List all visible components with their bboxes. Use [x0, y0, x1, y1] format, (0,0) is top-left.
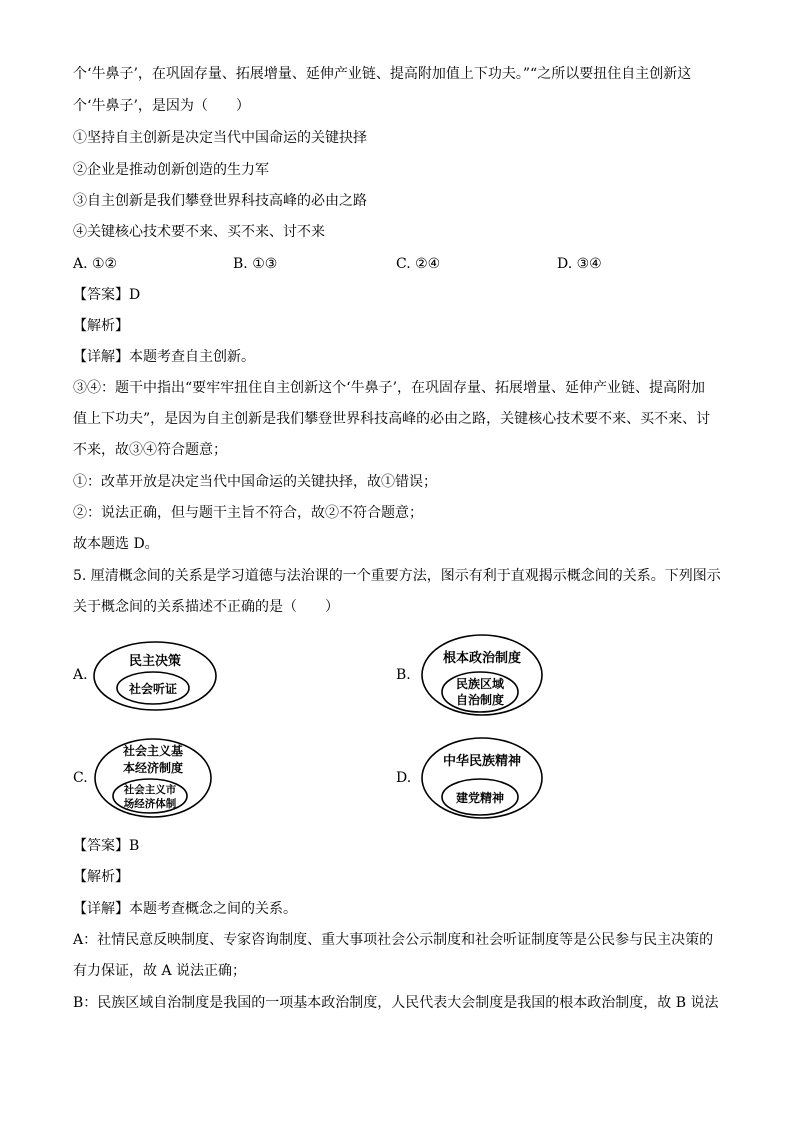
q4-explanation-3: ②：说法正确，但与题干主旨不符合，故②不符合题意； [73, 505, 423, 521]
q4-analysis-tag [73, 316, 734, 336]
q4-item-1: ①坚持自主创新是决定当代中国命运的关键抉择 [73, 130, 367, 146]
q4-item-4: ④关键核心技术要不来、买不来、讨不来 [73, 224, 325, 240]
q5-analysis-label: 【解析】 [73, 869, 129, 885]
q4-explanation-1-line3: 不来，故③④符合题意； [73, 442, 227, 458]
q5-explanation-a-line2: 有力保证，故 A 说法正确； [73, 963, 247, 979]
q5-detail [73, 899, 734, 919]
q5-diagram-b [418, 632, 548, 722]
q4-stem-line1: 个‘牛鼻子’，在巩固存量、拓展增量、延伸产业链、提高附加值上下功夫。”“之所以要扭住自主创新这 [73, 66, 692, 82]
q5-analysis-tag [73, 867, 734, 887]
q5-answer [73, 836, 734, 856]
diagram-d-inner-label: 建党精神 [455, 791, 505, 805]
q4-detail-text: 本题考查自主创新。 [129, 349, 255, 365]
diagram-b-outer-label: 根本政治制度 [442, 651, 522, 666]
q4-item-2: ②企业是推动创新创造的生力军 [73, 162, 269, 178]
q5-explanation-a-line1: A：社情民意反映制度、专家咨询制度、重大事项社会公示制度和社会听证制度等是公民参与民主决策的 [73, 932, 714, 948]
q4-option-d: D. ③④ [557, 256, 602, 272]
q4-explanation-1-line2: 值上下功夫”，是因为自主创新是我们攀登世界科技高峰的必由之路，关键核心技术要不来、买不来、讨 [73, 411, 711, 427]
q4-conclusion: 故本题选 D。 [73, 536, 159, 552]
q5-detail-text: 本题考查概念之间的关系。 [129, 901, 297, 917]
q5-diagram-d [418, 735, 548, 825]
diagram-b-inner-label-2: 自治制度 [455, 693, 505, 707]
q4-option-b: B. ①③ [233, 256, 278, 272]
q5-answer-value: B [129, 838, 140, 854]
q4-detail [73, 347, 734, 367]
q5-stem-line1: 5. 厘清概念间的关系是学习道德与法治课的一个重要方法，图示有利于直观揭示概念间的关系。下列图示 [73, 568, 721, 584]
q4-detail-tag: 【详解】 [73, 349, 129, 365]
q5-option-c-letter: C. [73, 770, 88, 786]
q5-explanation-b-line1: B：民族区域自治制度是我国的一项基本政治制度，人民代表大会制度是我国的根本政治制度，故 B 说法 [73, 995, 719, 1011]
diagram-c-inner-label-2: 场经济体制 [123, 798, 177, 810]
q4-stem-line2: 个‘牛鼻子’，是因为（ ） [73, 98, 250, 114]
q4-option-a: A. ①② [73, 256, 118, 272]
diagram-d-outer-label: 中华民族精神 [442, 754, 522, 769]
q5-option-a-letter: A. [73, 667, 88, 683]
diagram-b-inner-label-1: 民族区域 [455, 677, 505, 691]
q4-answer-tag: 【答案】 [73, 287, 129, 303]
q5-diagram-c [90, 735, 220, 825]
diagram-c-outer-label-2: 本经济制度 [122, 761, 184, 775]
q4-answer-value: D [129, 287, 141, 303]
q5-detail-tag: 【详解】 [73, 901, 129, 917]
q4-option-c: C. ②④ [396, 256, 441, 272]
q5-diagram-a [90, 638, 220, 718]
q4-analysis-label: 【解析】 [73, 318, 129, 334]
q4-explanation-2: ①：改革开放是决定当代中国命运的关键抉择，故①错误； [73, 474, 437, 490]
q4-answer [73, 285, 734, 305]
diagram-c-outer-label-1: 社会主义基 [122, 744, 184, 758]
q5-option-b-letter: B. [396, 667, 411, 683]
diagram-a-inner-label: 社会听证 [128, 682, 178, 696]
q5-option-d-letter: D. [396, 770, 412, 786]
diagram-c-inner-label-1: 社会主义市 [123, 784, 177, 796]
q5-stem-line2: 关于概念间的关系描述不正确的是（ ） [73, 599, 339, 615]
q5-answer-tag: 【答案】 [73, 838, 129, 854]
q4-item-3: ③自主创新是我们攀登世界科技高峰的必由之路 [73, 193, 367, 209]
q4-explanation-1-line1: ③④：题干中指出“要牢牢扭住自主创新这个‘牛鼻子’，在巩固存量、拓展增量、延伸产业链、提高附加 [73, 380, 706, 396]
diagram-a-outer-label: 民主决策 [128, 654, 182, 669]
